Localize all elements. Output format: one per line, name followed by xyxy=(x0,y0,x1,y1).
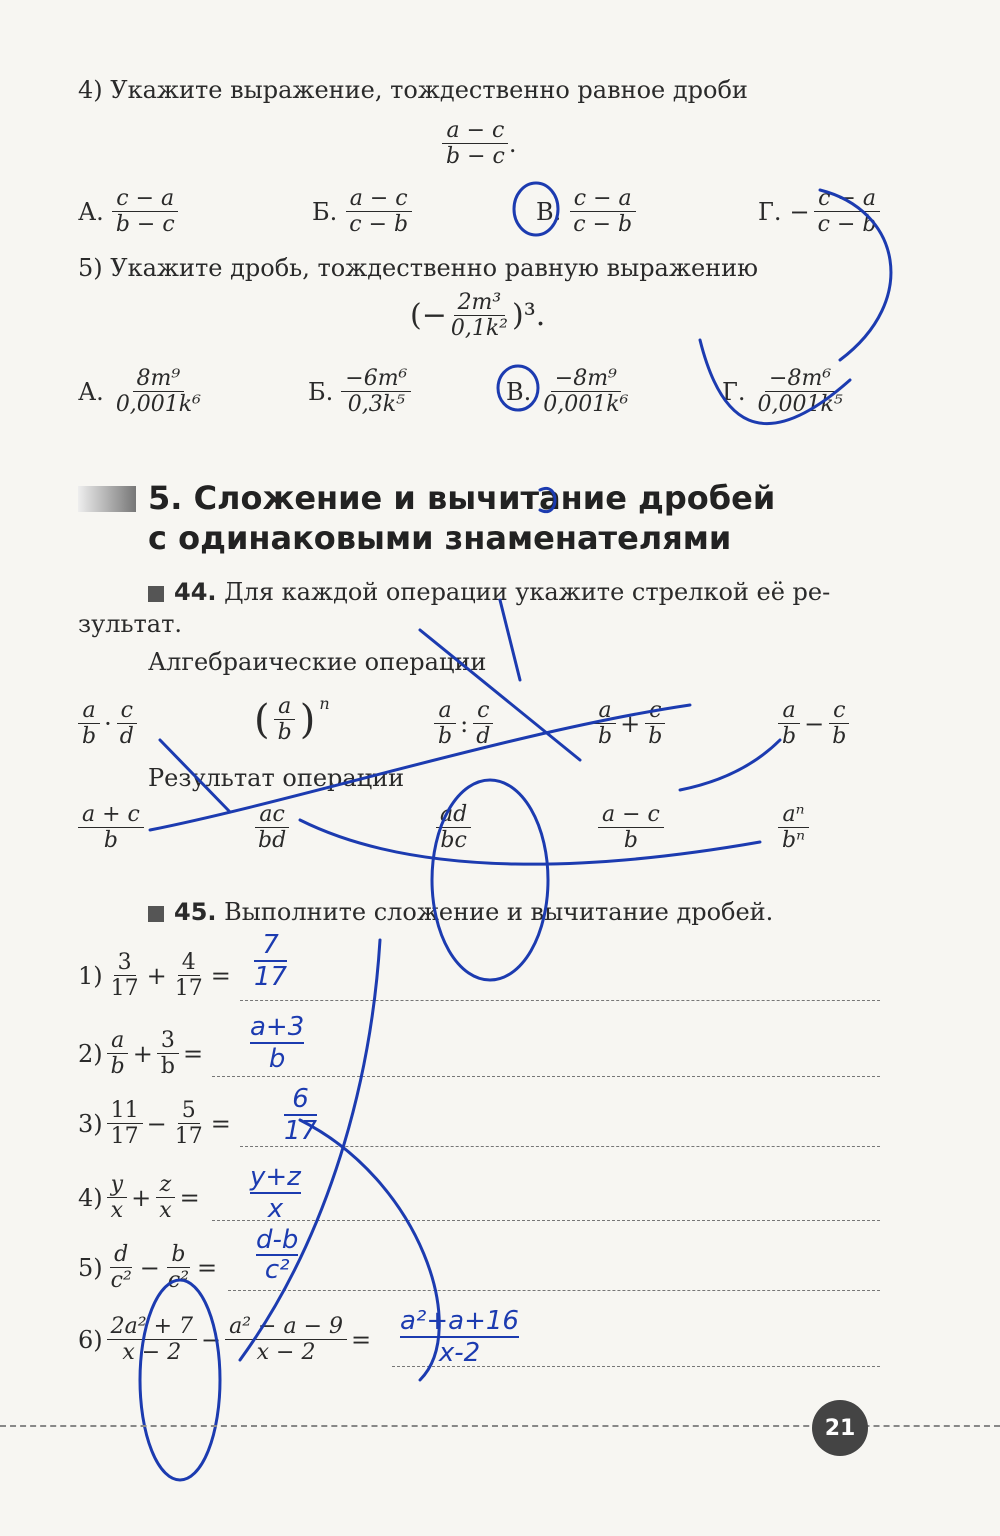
handwritten-answer-5: d-b c² xyxy=(256,1225,299,1285)
circle-q5-answer xyxy=(498,366,538,410)
result-4: $\frac{a - c}{b}$ xyxy=(598,802,664,854)
q5-option-a[interactable]: А. $\frac{\text{8m⁹}}{\text{0,001k⁶}}$ xyxy=(78,366,201,418)
op-add: $\frac{a}{b}$ + $\frac{c}{b}$ xyxy=(594,698,666,750)
scribble-small xyxy=(540,488,555,511)
arrow-multiply xyxy=(160,740,230,812)
circle-ex6 xyxy=(140,1280,220,1480)
circle-middle xyxy=(432,780,548,980)
ex-4: 4) $\frac{y}{x}$ + $\frac{z}{x}$ = xyxy=(78,1172,200,1224)
scribble-line-2 xyxy=(500,600,520,680)
op-power: ( $\frac{a}{b}$ ) $^n$ xyxy=(254,694,330,746)
handwritten-answer-1: 7 17 xyxy=(254,930,288,992)
q5-option-c[interactable]: В. $\frac{\text{−8m⁹}}{\text{0,001k⁶}}$ xyxy=(506,366,629,418)
task44-text-cont: зультат. xyxy=(78,610,183,638)
q4-option-a[interactable]: А. $\frac{c - a}{b - c}$ xyxy=(78,186,179,238)
op-divide: $\frac{a}{b}$ : $\frac{c}{d}$ xyxy=(434,698,494,750)
results-label: Результат операции xyxy=(148,764,405,792)
q5-option-d[interactable]: Г. $\frac{\text{−8m⁶}}{\text{0,001k⁵}}$ xyxy=(722,366,843,418)
circle-q4-answer xyxy=(514,183,558,235)
handwritten-answer-4: y+z x xyxy=(250,1162,301,1224)
scribble-line-1 xyxy=(420,630,580,760)
ex-1: 1) $\frac{3}{17}$ + $\frac{4}{17}$ = xyxy=(78,950,231,1002)
task44-text: 44. Для каждой операции укажите стрелкой её ре- xyxy=(148,578,878,606)
ex-5: 5) $\frac{d}{\text{c²}}$ − $\frac{b}{\text{c²}}$ = xyxy=(78,1242,218,1294)
q4-target-fraction: $\frac{a - c}{b - c}$ . xyxy=(442,118,516,170)
page-number: 21 xyxy=(812,1400,868,1456)
result-1: $\frac{a + c}{b}$ xyxy=(78,802,144,854)
ops-label: Алгебраические операции xyxy=(148,648,487,676)
q5-option-b[interactable]: Б. $\frac{\text{−6m⁶}}{\text{0,3k⁵}}$ xyxy=(308,366,411,418)
ex-6: 6) $\frac{\text{2a² + 7}}{x - 2}$ − $\frac{\text{a² − a − 9}}{x - 2}$ = xyxy=(78,1314,372,1366)
scribble-lower-1 xyxy=(300,1120,439,1380)
scribble-right-2 xyxy=(700,340,850,424)
q4-option-b[interactable]: Б. $\frac{a - c}{c - b}$ xyxy=(312,186,412,238)
ex-2: 2) $\frac{a}{b}$ + $\frac{3}{b}$ = xyxy=(78,1028,204,1080)
ex-3: 3) $\frac{11}{17}$ − $\frac{5}{17}$ = xyxy=(78,1098,231,1150)
scribble-right-1 xyxy=(820,190,891,360)
arrow-subtract xyxy=(680,740,780,790)
result-2: $\frac{ac}{bd}$ xyxy=(254,802,290,854)
handwritten-answer-3: 6 17 xyxy=(284,1084,318,1146)
scribble-lower-2 xyxy=(240,940,380,1360)
handwritten-answer-2: a+3 b xyxy=(250,1012,305,1074)
arrow-power xyxy=(300,820,760,864)
q4-option-d[interactable]: Г. − $\frac{c - a}{c - b}$ xyxy=(758,186,880,238)
q4-prompt: 4) Укажите выражение, тождественно равное дроби xyxy=(78,76,748,104)
q4-option-c[interactable]: В. $\frac{c - a}{c - b}$ xyxy=(536,186,636,238)
q5-expression: (− $\frac{\text{2m³}}{\text{0,1k²}}$ )³ . xyxy=(410,290,546,342)
op-subtract: $\frac{a}{b}$ − $\frac{c}{b}$ xyxy=(778,698,850,750)
task45-text: 45. Выполните сложение и вычитание дробей. xyxy=(148,898,773,926)
q5-prompt: 5) Укажите дробь, тождественно равную выражению xyxy=(78,254,759,282)
result-3: $\frac{ad}{bc}$ xyxy=(436,802,471,854)
result-5: $\frac{\text{aⁿ}}{\text{bⁿ}}$ xyxy=(778,802,809,854)
section-title-line1: 5. Сложение и вычитание дробей xyxy=(148,479,776,517)
op-multiply: $\frac{a}{b}$ · $\frac{c}{d}$ xyxy=(78,698,138,750)
section-title-line2: с одинаковыми знаменателями xyxy=(148,519,732,557)
handwritten-answer-6: a²+a+16 x-2 xyxy=(400,1306,519,1368)
